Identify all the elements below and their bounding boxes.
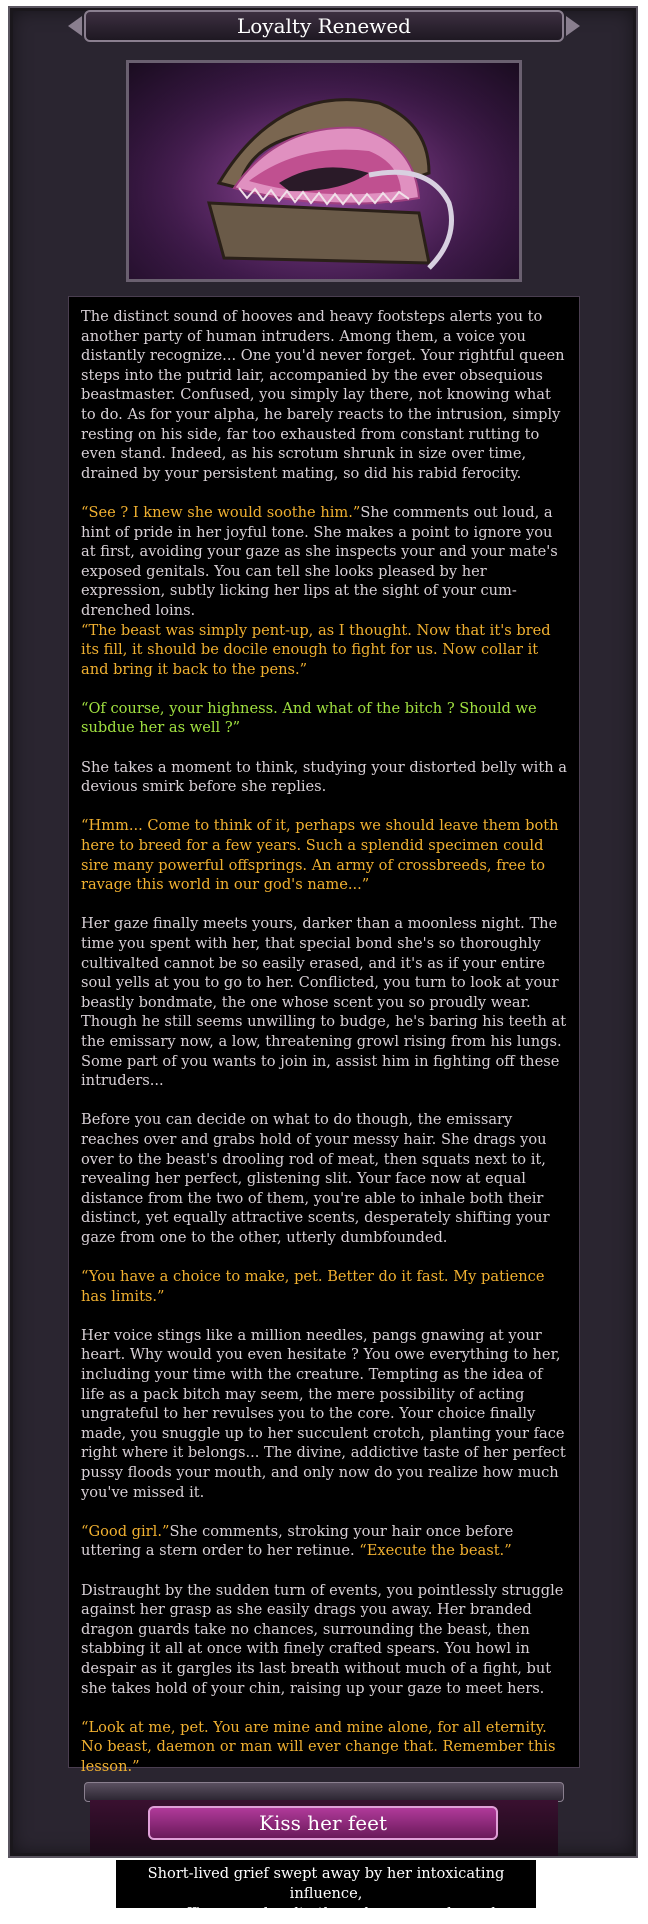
dialogue-quote: “Look at me, pet. You are mine and mine alone, for all eternity. No beast, daemon or man will ever change that. Remember this lesson.” <box>81 1718 556 1775</box>
dialogue-quote: “You have a choice to make, pet. Better do it fast. My patience has limits.” <box>81 1268 545 1305</box>
choice-button-kiss-her-feet[interactable]: Kiss her feet <box>148 1806 498 1840</box>
story-paragraph <box>81 503 567 679</box>
dialogue-quote: “See ? I knew she would soothe him.” <box>81 503 361 521</box>
story-paragraph: Distraught by the sudden turn of events, you pointlessly struggle against her grasp as she easily drags you away. Her branded dragon guards take no chances, surrounding the beast, then stabbing it all at once with finely crafted spears. You howl in despair as it gargles its last breath without much of a fight, but she takes hold of your chin, raising up your gaze to meet hers. <box>81 1581 564 1697</box>
choice-divider <box>84 1782 564 1802</box>
event-image <box>126 60 522 282</box>
story-paragraph <box>81 1522 567 1561</box>
dialogue-quote: “Good girl.” <box>81 1522 170 1540</box>
narration: She comments, stroking your hair once before uttering a stern order to her retinue. <box>81 1522 514 1560</box>
dialogue-quote: “Of course, your highness. And what of the bitch ? Should we subdue her as well ?” <box>81 699 537 737</box>
dialogue-quote: “The beast was simply pent-up, as I thought. Now that it's bred its fill, it should be docile enough to fight for us. Now collar it and bring it back to the pens.” <box>81 621 551 678</box>
tooltip-line: Short-lived grief swept away by her intoxicating influence, <box>147 1865 505 1902</box>
story-paragraph: Her voice stings like a million needles, pangs gnawing at your heart. Why would you even hesitate ? You owe everything to her, including your time with the creature. Tempting as the idea of life as a pack bitch may seem, the mere possibility of acting ungrateful to her revulses you to the core. Your choice finally made, you snuggle up to her succulent crotch, planting your face right where it belongs... The divine, addictive taste of her perfect pussy floods your mouth, and only now do you realize how much you've missed it. <box>81 1326 566 1501</box>
story-paragraph: She takes a moment to think, studying your distorted belly with a devious smirk before she replies. <box>81 758 567 796</box>
choice-tooltip <box>116 1860 536 1922</box>
treasure-chest-with-tail-icon <box>129 63 519 279</box>
event-title: Loyalty Renewed <box>84 10 564 42</box>
story-paragraph: The distinct sound of hooves and heavy footsteps alerts you to another party of human intruders. Among them, a voice you distantly recognize... One you'd never forget. Your rightful queen steps into the putrid lair, accompanied by the ever obsequious beastmaster. Confused, you simply lay there, not knowing what to do. As for your alpha, he barely reacts to the intrusion, simply resting on his side, far too exhausted from constant rutting to even stand. Indeed, as his scrotum shrunk in size over time, drained by your persistent mating, so did his rabid ferocity. <box>81 308 565 482</box>
tooltip-line: you reaffirm your loyalty the only way you know how <box>130 1905 522 1922</box>
dialogue-quote: “Hmm... Come to think of it, perhaps we should leave them both here to breed for a few years. Such a splendid specimen could sire many powerful offsprings. An army of crossbreeds, free to ravage this world in our god's name...” <box>81 817 559 894</box>
story-paragraph: Before you can decide on what to do though, the emissary reaches over and grabs hold of your messy hair. She drags you over to the beast's drooling rod of meat, then squats next to it, revealing her perfect, glistening slit. Your face now at equal distance from the two of them, you're able to inhale both their distinct, yet equally attractive scents, desperately shifting your gaze from one to the other, utterly dumbfounded. <box>81 1111 550 1246</box>
dialogue-quote: “Execute the beast.” <box>359 1542 512 1560</box>
narration: She comments out loud, a hint of pride in her joyful tone. She makes a point to ignore you at first, avoiding your gaze as she inspects your and your mate's exposed genitals. You can tell she looks pleased by her expression, subtly licking her lips at the sight of your cum-drenched loins. <box>81 503 558 619</box>
story-paragraph: Her gaze finally meets yours, darker than a moonless night. The time you spent with her, that special bond she's so thoroughly cultivalted cannot be so easily erased, and it's as if your entire soul yells at you to go to her. Conflicted, you turn to look at your beastly bondmate, the one whose scent you so proudly wear. Though he still seems unwilling to budge, he's baring his teeth at the emissary now, a low, threatening growl rising from his lungs. Some part of you wants to join in, assist him in fighting off these intruders... <box>81 915 567 1090</box>
story-text-box <box>68 296 580 1775</box>
